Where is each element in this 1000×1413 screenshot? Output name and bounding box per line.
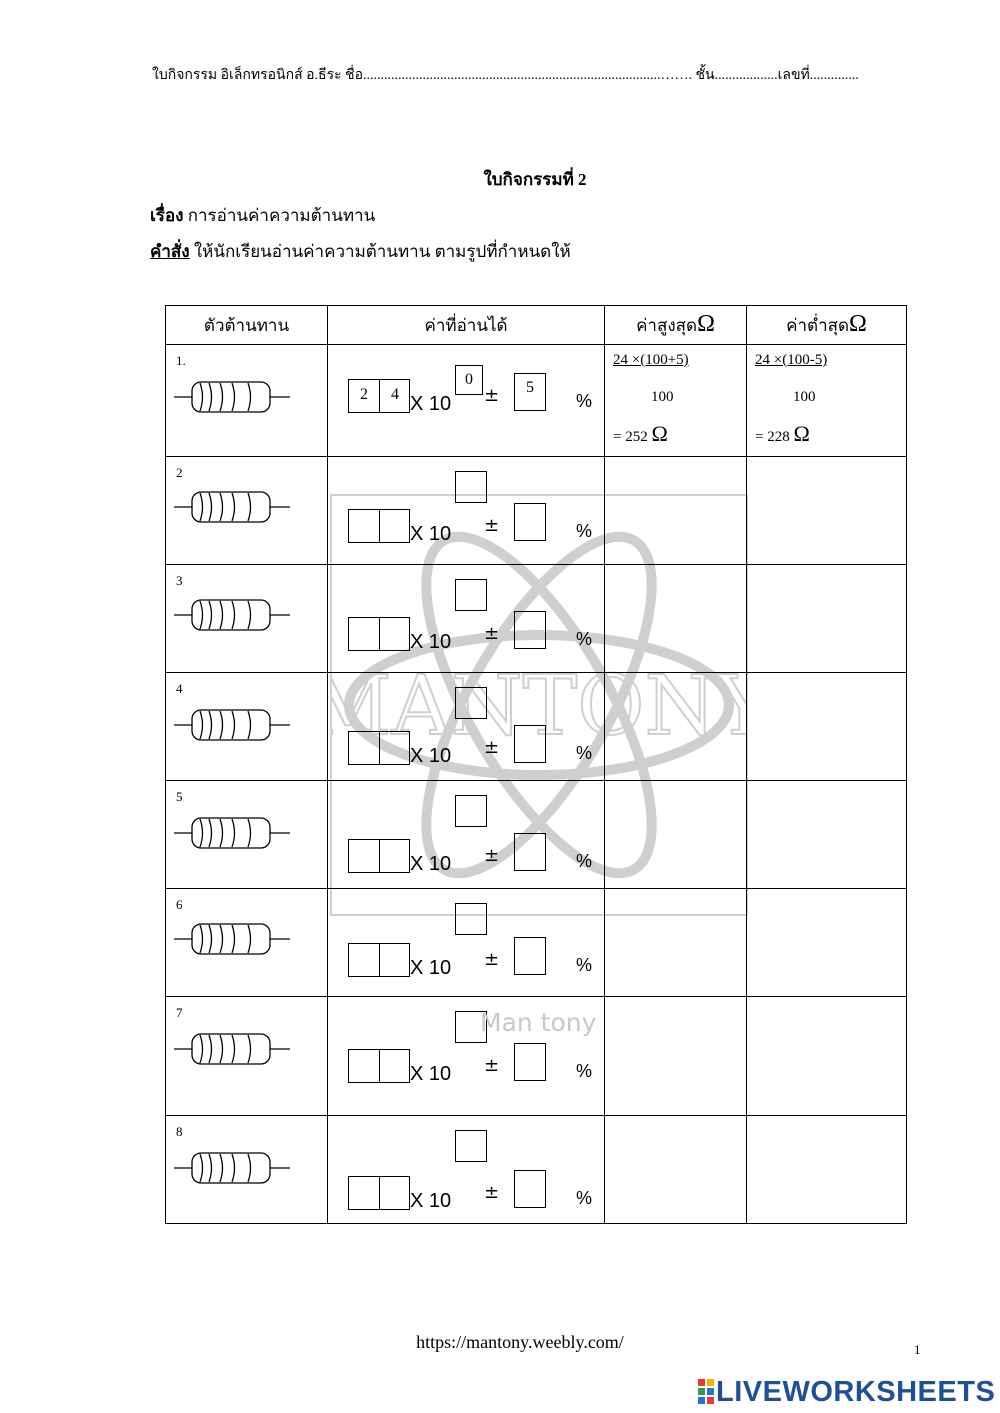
max-cell[interactable] <box>605 1116 747 1224</box>
digits-box[interactable] <box>348 1049 410 1083</box>
tolerance-symbol: ± <box>484 737 500 758</box>
resistor-cell <box>166 673 328 781</box>
tolerance-box[interactable] <box>514 503 546 541</box>
subject-text: การอ่านค่าความต้านทาน <box>183 206 376 225</box>
tolerance-symbol: ± <box>484 1055 500 1076</box>
header-max-label: ค่าสูงสุด <box>636 316 698 335</box>
min-result-unit: Ω <box>793 421 810 446</box>
max-cell[interactable] <box>605 345 747 457</box>
tolerance-symbol: ± <box>484 1182 500 1203</box>
subject-line <box>150 202 375 229</box>
tolerance-symbol: ± <box>484 515 500 536</box>
reading-cell <box>328 889 605 997</box>
min-cell[interactable] <box>747 565 907 673</box>
resistor-cell <box>166 997 328 1116</box>
percent-label: % <box>576 1061 593 1081</box>
exponent-box[interactable] <box>455 795 487 827</box>
multiplier-label: X 10 <box>410 1190 452 1212</box>
resistor-cell <box>166 889 328 997</box>
digit2-box[interactable] <box>380 1050 410 1082</box>
percent-label: % <box>576 629 593 649</box>
table-row <box>166 565 907 673</box>
resistor-icon <box>174 923 290 955</box>
resistor-cell <box>166 457 328 565</box>
header-resistor: ตัวต้านทาน <box>166 306 328 345</box>
percent-label: % <box>576 743 593 763</box>
digit1-box[interactable] <box>349 732 380 764</box>
multiplier-label: X 10 <box>410 957 452 979</box>
instruction-text: ให้นักเรียนอ่านค่าความต้านทาน ตามรูปที่กำหนดให้ <box>189 242 571 261</box>
instruction-line <box>150 238 571 265</box>
header-max <box>605 306 747 345</box>
percent-label: % <box>576 851 593 871</box>
instruction-label: คำสั่ง <box>150 242 190 261</box>
digit1-box[interactable] <box>349 618 380 650</box>
row-number: 1. <box>176 353 186 368</box>
table-row <box>166 673 907 781</box>
tolerance-symbol: ± <box>484 845 500 866</box>
max-cell[interactable] <box>605 457 747 565</box>
exponent-box[interactable] <box>455 1130 487 1162</box>
digit1-box[interactable] <box>349 510 380 542</box>
resistor-icon <box>174 709 290 741</box>
digit1-box[interactable] <box>349 1050 380 1082</box>
multiplier-label: X 10 <box>410 853 452 875</box>
reading-cell <box>328 781 605 889</box>
row-number: 6 <box>176 897 183 912</box>
max-result-unit: Ω <box>651 421 668 446</box>
exponent-box[interactable] <box>455 579 487 611</box>
min-cell[interactable] <box>747 889 907 997</box>
digits-box[interactable] <box>348 617 410 651</box>
resistor-icon <box>174 599 290 631</box>
tolerance-box[interactable] <box>514 1043 546 1081</box>
digit1-box[interactable]: 2 <box>349 380 380 412</box>
min-cell[interactable] <box>747 997 907 1116</box>
resistor-icon <box>174 817 290 849</box>
row-number: 4 <box>176 681 183 696</box>
percent-label: % <box>576 391 593 411</box>
digit2-box[interactable] <box>380 840 410 872</box>
resistor-cell <box>166 565 328 673</box>
digits-box[interactable] <box>348 1176 410 1210</box>
max-cell[interactable] <box>605 997 747 1116</box>
digits-box[interactable] <box>348 943 410 977</box>
max-divisor: 100 <box>651 389 674 405</box>
resistor-icon <box>174 491 290 523</box>
digit1-box[interactable] <box>349 840 380 872</box>
digit2-box[interactable]: 4 <box>391 386 399 403</box>
multiplier-label: X 10 <box>410 1063 452 1085</box>
omega-symbol: Ω <box>697 311 715 337</box>
footer-url[interactable]: https://mantony.weebly.com/ <box>416 1332 624 1352</box>
digits-box[interactable] <box>348 839 410 873</box>
subject-label: เรื่อง <box>150 206 184 225</box>
min-calculation <box>747 345 906 445</box>
max-result-value: = 252 <box>613 429 652 445</box>
digit1-box[interactable] <box>349 944 380 976</box>
tolerance-box[interactable] <box>514 833 546 871</box>
max-cell[interactable] <box>605 889 747 997</box>
page-title: ใบกิจกรรมที่ 2 <box>483 170 587 189</box>
resistor-cell <box>166 345 328 457</box>
percent-label: % <box>576 955 593 975</box>
reading-cell <box>328 565 605 673</box>
tolerance-symbol: ± <box>484 949 500 970</box>
tolerance-box[interactable]: 5 <box>514 373 546 411</box>
header-reading: ค่าที่อ่านได้ <box>328 306 605 345</box>
reading-cell <box>328 1116 605 1224</box>
digit2-box[interactable] <box>380 1177 410 1209</box>
min-cell[interactable] <box>747 673 907 781</box>
resistor-icon <box>174 381 290 413</box>
multiplier-label: X 10 <box>410 631 452 653</box>
digit2-box[interactable] <box>380 944 410 976</box>
reading-cell <box>328 673 605 781</box>
header-min <box>747 306 907 345</box>
max-cell[interactable] <box>605 565 747 673</box>
header-line: ใบกิจกรรม อิเล็กทรอนิกส์ อ.ธีระ ชื่อ.....................................................................................……. ชั้น..................เลขที่.............. <box>152 68 859 83</box>
multiplier-label: X 10 <box>410 393 452 415</box>
row-number: 5 <box>176 789 183 804</box>
table-row <box>166 889 907 997</box>
max-calculation <box>605 345 746 445</box>
min-result-value: = 228 <box>755 429 794 445</box>
tolerance-box[interactable] <box>514 725 546 763</box>
exponent-box[interactable] <box>455 903 487 935</box>
max-cell[interactable] <box>605 673 747 781</box>
exponent-box[interactable] <box>455 687 487 719</box>
table-row <box>166 345 907 457</box>
max-result <box>613 423 746 445</box>
min-cell[interactable] <box>747 457 907 565</box>
table-row <box>166 1116 907 1224</box>
tolerance-box[interactable] <box>514 937 546 975</box>
liveworksheets-brand[interactable]: LIVEWORKSHEETS <box>716 1376 996 1408</box>
row-number: 3 <box>176 573 183 588</box>
page-number: 1 <box>914 1342 921 1357</box>
table-row <box>166 457 907 565</box>
digits-box[interactable] <box>348 731 410 765</box>
resistor-table <box>165 305 907 1224</box>
min-divisor: 100 <box>793 389 816 405</box>
digits-box[interactable] <box>348 509 410 543</box>
table-header-row <box>166 306 907 345</box>
svg-text:MANTONY: MANTONY <box>332 659 746 754</box>
min-result <box>755 423 906 445</box>
header-min-label: ค่าต่ำสุด <box>786 316 850 335</box>
multiplier-label: X 10 <box>410 745 452 767</box>
row-number: 2 <box>176 465 183 480</box>
reading-cell <box>328 345 605 457</box>
tolerance-box[interactable] <box>514 1170 546 1208</box>
resistor-icon <box>174 1152 290 1184</box>
min-cell[interactable] <box>747 345 907 457</box>
percent-label: % <box>576 1188 593 1208</box>
tolerance-symbol: ± <box>484 385 500 406</box>
max-cell[interactable] <box>605 781 747 889</box>
max-formula: 24 ×(100+5) <box>613 352 689 368</box>
exponent-box[interactable] <box>455 471 487 503</box>
digit1-box[interactable] <box>349 1177 380 1209</box>
min-cell[interactable] <box>747 781 907 889</box>
reading-cell <box>328 457 605 565</box>
exponent-box[interactable]: 0 <box>455 365 483 395</box>
digit2-box[interactable] <box>380 510 410 542</box>
digits-box[interactable] <box>348 379 410 413</box>
omega-symbol: Ω <box>849 311 867 337</box>
watermark-text: Man tony <box>480 1008 597 1037</box>
liveworksheets-logo-icon <box>697 1376 715 1406</box>
min-formula: 24 ×(100-5) <box>755 352 828 368</box>
table-row <box>166 781 907 889</box>
digit2-box[interactable] <box>380 618 410 650</box>
tolerance-box[interactable] <box>514 611 546 649</box>
row-number: 7 <box>176 1005 183 1020</box>
digit2-box[interactable] <box>380 732 410 764</box>
row-number: 8 <box>176 1124 183 1139</box>
tolerance-symbol: ± <box>484 623 500 644</box>
min-cell[interactable] <box>747 1116 907 1224</box>
percent-label: % <box>576 521 593 541</box>
resistor-icon <box>174 1033 290 1065</box>
resistor-cell <box>166 781 328 889</box>
resistor-cell <box>166 1116 328 1224</box>
multiplier-label: X 10 <box>410 523 452 545</box>
